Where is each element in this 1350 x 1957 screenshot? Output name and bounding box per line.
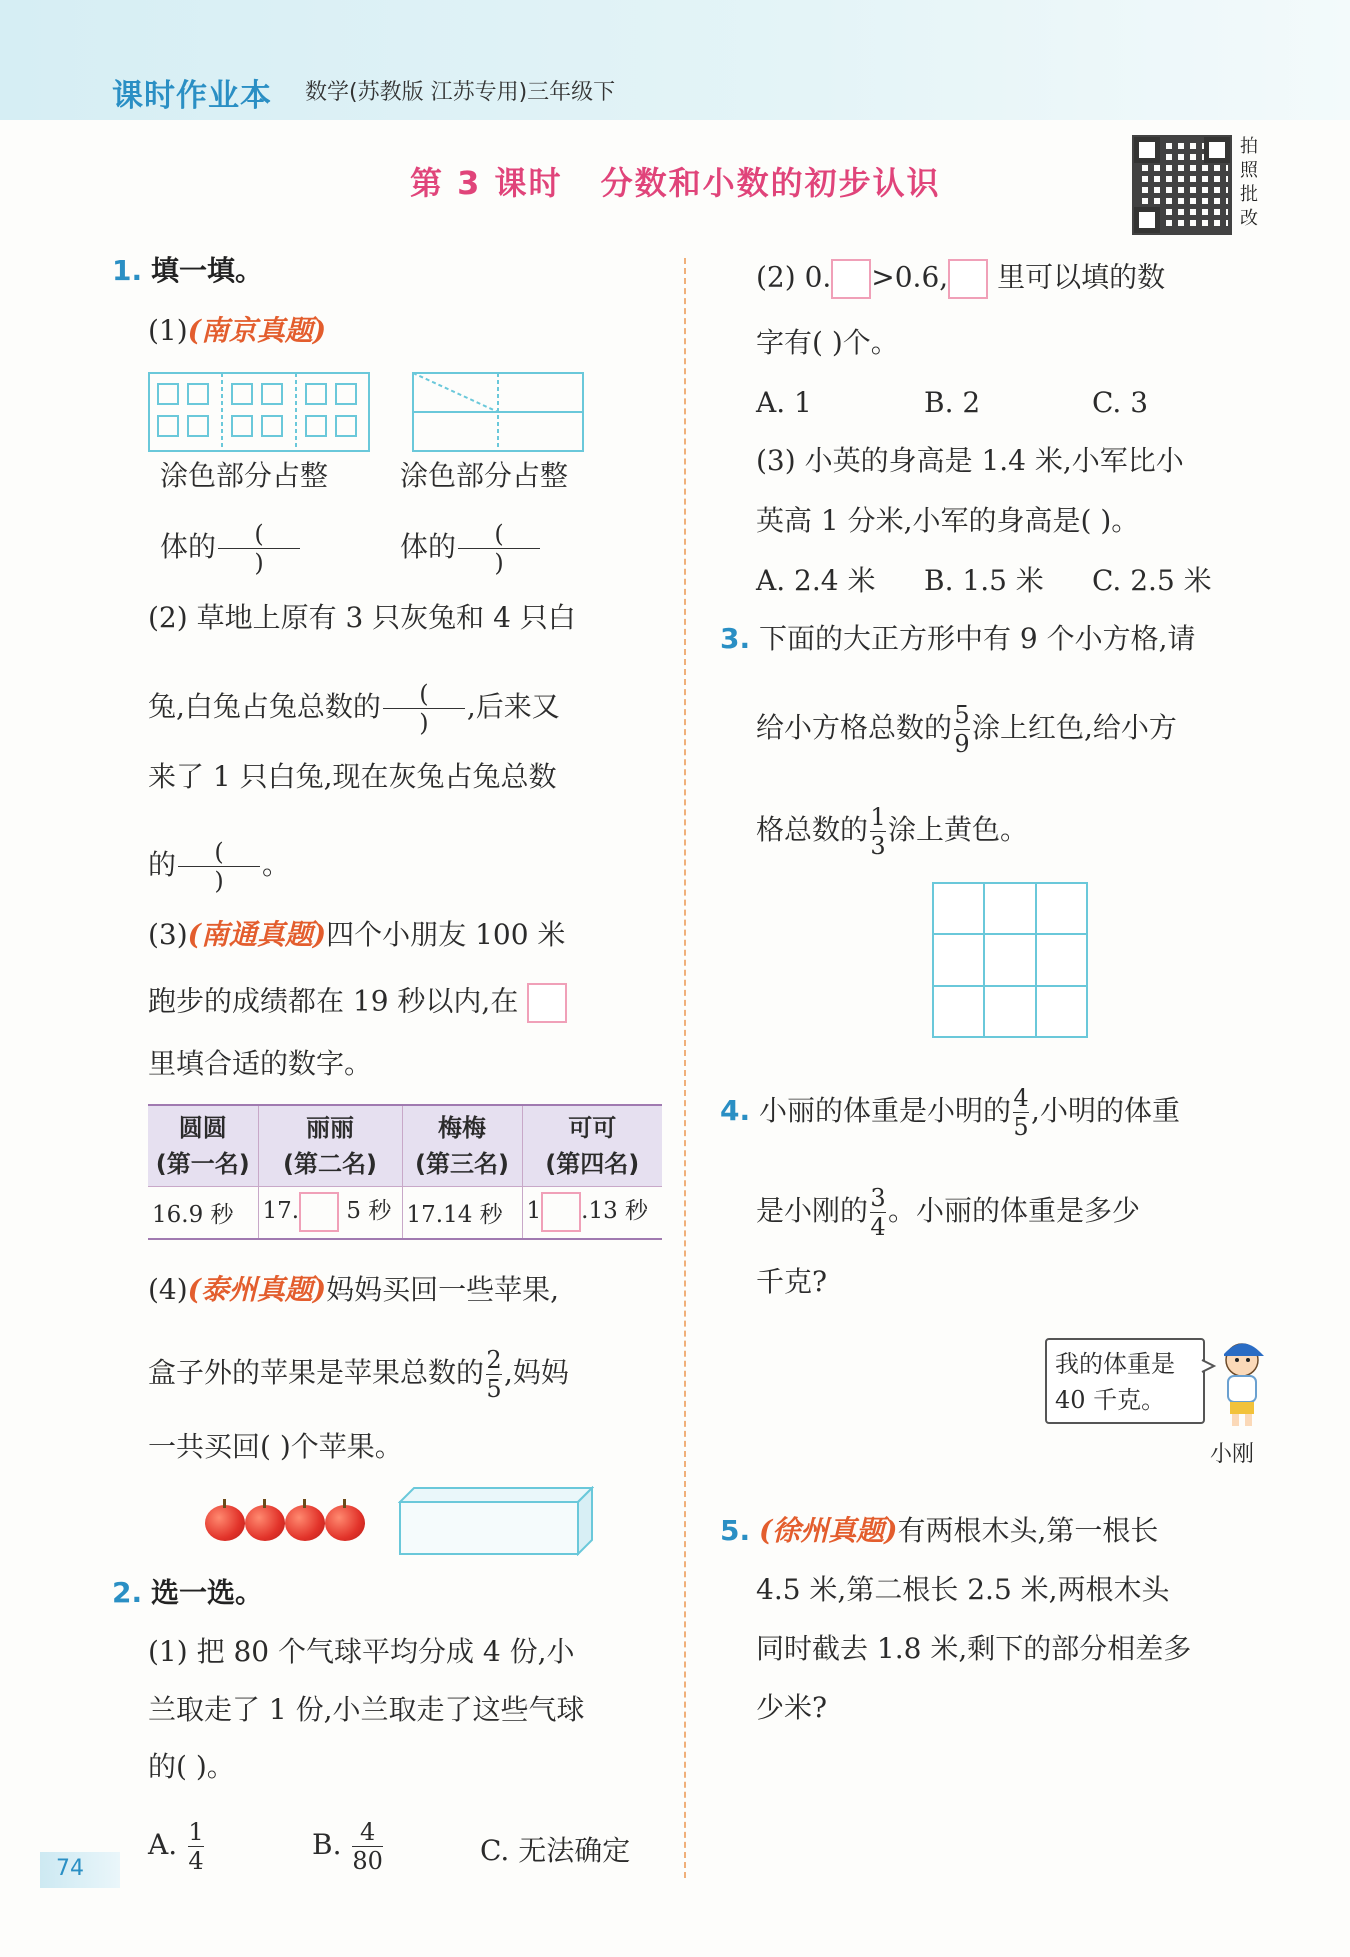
q2-part1-option-a[interactable] xyxy=(148,1820,206,1873)
q1-part3-line2 xyxy=(148,983,567,1023)
text: >0.6, xyxy=(871,260,949,294)
fraction-denominator: ) xyxy=(419,709,429,737)
fraction-denominator: ) xyxy=(214,867,224,895)
book-subtitle: 数学(苏教版 江苏专用)三年级下 xyxy=(305,80,616,105)
table-header: 可可 (第四名) xyxy=(522,1105,662,1187)
q1-part2-line4 xyxy=(148,840,290,893)
q3-number: 3. xyxy=(720,622,751,655)
option-letter: A. xyxy=(148,1828,178,1861)
table-cell: 1 .13 秒 xyxy=(522,1187,662,1239)
bubble-line: 我的体重是 xyxy=(1055,1350,1175,1378)
q3-line2 xyxy=(756,703,1177,756)
apple-box-icon xyxy=(398,1486,594,1556)
q2-number: 2. xyxy=(112,1576,143,1609)
text: ,妈妈 xyxy=(504,1356,569,1389)
q2-part3-option-b[interactable]: B. 1.5 米 xyxy=(924,564,1044,597)
q2-heading xyxy=(112,1578,263,1608)
q2-part2-line1 xyxy=(756,259,1165,299)
answer-box[interactable] xyxy=(541,1192,581,1232)
fraction: $\frac{4}{80}$ xyxy=(352,1818,383,1875)
text: 四个小朋友 100 米 xyxy=(326,918,566,951)
q2-part1-option-c[interactable]: C. 无法确定 xyxy=(480,1834,631,1867)
speech-bubble xyxy=(1045,1338,1205,1424)
qr-label: 拍照批改 xyxy=(1240,136,1258,229)
caption-a-line1: 涂色部分占整 xyxy=(160,459,329,492)
fraction-numerator: ( xyxy=(254,520,264,548)
fraction: $\frac{3}{4}$ xyxy=(870,1184,886,1241)
fraction-denominator: ) xyxy=(494,549,504,577)
q2-part1-option-b[interactable] xyxy=(312,1820,385,1873)
q2-part1-line1: (1) 把 80 个气球平均分成 4 份,小 xyxy=(148,1635,575,1668)
caption-b-line2 xyxy=(400,522,542,575)
fraction-numerator: ( xyxy=(214,838,224,866)
q1-part4-line3: 一共买回( )个苹果。 xyxy=(148,1430,403,1463)
answer-box[interactable] xyxy=(527,983,567,1023)
fraction-numerator: ( xyxy=(494,520,504,548)
part-number: (1) xyxy=(148,314,188,347)
part-number: (3) xyxy=(148,918,188,951)
table-header: 梅梅 (第三名) xyxy=(402,1105,522,1187)
q1-part1-label xyxy=(148,316,326,346)
q5-line3: 同时截去 1.8 米,剩下的部分相差多 xyxy=(756,1632,1192,1665)
q2-title: 选一选。 xyxy=(151,1576,264,1609)
source-tag: (南通真题) xyxy=(187,918,327,951)
text: 跑步的成绩都在 19 秒以内,在 xyxy=(148,984,519,1018)
q4-line3: 千克? xyxy=(756,1265,828,1298)
q2-part2-option-c[interactable]: C. 3 xyxy=(1092,386,1149,419)
text: 的 xyxy=(148,848,177,881)
answer-box[interactable] xyxy=(831,259,871,299)
text: ,小明的体重 xyxy=(1031,1094,1180,1127)
figure-rectangle-b xyxy=(412,372,584,452)
blank-fraction[interactable] xyxy=(218,522,300,575)
page-number: 74 xyxy=(40,1852,120,1888)
text: 下面的大正方形中有 9 个小方格,请 xyxy=(759,622,1196,655)
q1-title: 填一填。 xyxy=(151,254,264,287)
option-letter: B. xyxy=(312,1828,342,1861)
boy-icon xyxy=(1200,1330,1270,1430)
q2-part1-line3: 的( )。 xyxy=(148,1750,235,1783)
text: 里可以填的数 xyxy=(997,260,1166,294)
q3-line1 xyxy=(720,624,1196,654)
text: 盒子外的苹果是苹果总数的 xyxy=(148,1356,485,1389)
qr-code-icon[interactable] xyxy=(1132,135,1232,235)
q1-part4-line2 xyxy=(148,1348,569,1401)
q1-part4-line1 xyxy=(148,1275,559,1305)
q2-part3-line2: 英高 1 分米,小军的身高是( )。 xyxy=(756,504,1140,537)
source-tag: (泰州真题) xyxy=(187,1273,327,1306)
caption-text: 体的 xyxy=(160,530,217,563)
q2-part1-line2: 兰取走了 1 份,小兰取走了这些气球 xyxy=(148,1693,585,1726)
q3-line3 xyxy=(756,805,1028,858)
text: 有两根木头,第一根长 xyxy=(897,1514,1159,1547)
q4-number: 4. xyxy=(720,1094,751,1127)
q4-line1 xyxy=(720,1086,1180,1139)
lesson-name: 分数和小数的初步认识 xyxy=(600,164,941,202)
text: 妈妈买回一些苹果, xyxy=(326,1273,560,1306)
table-row xyxy=(148,1187,662,1239)
text: 格总数的 xyxy=(756,813,869,846)
lesson-number: 第 3 课时 xyxy=(410,164,563,202)
figure-rectangle-a xyxy=(148,372,370,452)
q1-part3-line3: 里填合适的数字。 xyxy=(148,1047,373,1080)
q1-heading xyxy=(112,256,263,286)
answer-box[interactable] xyxy=(299,1192,339,1232)
race-results-table xyxy=(148,1104,662,1240)
text: 。 xyxy=(262,848,291,881)
text: 小丽的体重是小明的 xyxy=(759,1094,1012,1127)
fraction: $\frac{4}{5}$ xyxy=(1013,1084,1029,1141)
text: 涂上黄色。 xyxy=(888,813,1029,846)
q5-line2: 4.5 米,第二根长 2.5 米,两根木头 xyxy=(756,1573,1170,1606)
apple-icon xyxy=(325,1505,365,1541)
q2-part2-line2: 字有( )个。 xyxy=(756,326,899,359)
q2-part2-option-b[interactable]: B. 2 xyxy=(924,386,981,419)
caption-b-line1: 涂色部分占整 xyxy=(400,459,569,492)
blank-fraction[interactable] xyxy=(178,840,260,893)
fraction: $\frac{1}{4}$ xyxy=(188,1818,204,1875)
q5-line1 xyxy=(720,1516,1158,1546)
answer-box[interactable] xyxy=(948,259,988,299)
apple-icon xyxy=(245,1505,285,1541)
part-number: (4) xyxy=(148,1273,188,1306)
q1-part2-line1: (2) 草地上原有 3 只灰兔和 4 只白 xyxy=(148,601,576,634)
fraction-numerator: ( xyxy=(419,680,429,708)
apples-illustration xyxy=(205,1505,375,1545)
q2-part3-line1: (3) 小英的身高是 1.4 米,小军比小 xyxy=(756,444,1184,477)
text: 给小方格总数的 xyxy=(756,711,953,744)
fraction: $\frac{1}{3}$ xyxy=(870,803,886,860)
table-header: 丽丽 (第二名) xyxy=(258,1105,402,1187)
q2-part3-option-a[interactable]: A. 2.4 米 xyxy=(756,564,876,597)
blank-fraction[interactable] xyxy=(458,522,540,575)
fraction: $\frac{5}{9}$ xyxy=(954,701,970,758)
q2-part3-option-c[interactable]: C. 2.5 米 xyxy=(1092,564,1212,597)
blank-fraction[interactable] xyxy=(383,682,465,735)
q5-line4: 少米? xyxy=(756,1691,828,1724)
q4-line2 xyxy=(756,1186,1140,1239)
apple-icon xyxy=(285,1505,325,1541)
table-cell: 17. 5 秒 xyxy=(258,1187,402,1239)
text: 。小丽的体重是多少 xyxy=(888,1194,1141,1227)
text: 涂上红色,给小方 xyxy=(972,711,1177,744)
q1-part2-line3: 来了 1 只白兔,现在灰兔占兔总数 xyxy=(148,760,557,793)
lesson-title xyxy=(410,158,941,204)
fraction: $\frac{2}{5}$ xyxy=(486,1346,502,1403)
column-divider xyxy=(684,258,686,1878)
nine-square-grid[interactable] xyxy=(932,882,1088,1038)
q1-number: 1. xyxy=(112,254,143,287)
table-cell: 16.9 秒 xyxy=(148,1187,258,1239)
q1-part3-line1 xyxy=(148,920,565,950)
text: 是小刚的 xyxy=(756,1194,869,1227)
book-title: 课时作业本 xyxy=(112,78,272,114)
caption-a-line2 xyxy=(160,522,302,575)
source-tag: (徐州真题) xyxy=(759,1514,898,1547)
person-label: 小刚 xyxy=(1210,1442,1255,1467)
text: (2) 0. xyxy=(756,260,832,294)
q2-part2-option-a[interactable]: A. 1 xyxy=(756,386,812,419)
text: ,后来又 xyxy=(466,690,560,723)
table-cell: 17.14 秒 xyxy=(402,1187,522,1239)
table-header: 圆圆 (第一名) xyxy=(148,1105,258,1187)
caption-text: 体的 xyxy=(400,530,457,563)
q5-number: 5. xyxy=(720,1514,751,1547)
source-tag: (南京真题) xyxy=(187,314,327,347)
text: 兔,白兔占兔总数的 xyxy=(148,690,381,723)
bubble-line: 40 千克。 xyxy=(1055,1386,1166,1414)
apple-icon xyxy=(205,1505,245,1541)
q1-part2-line2 xyxy=(148,682,560,735)
fraction-denominator: ) xyxy=(254,549,264,577)
